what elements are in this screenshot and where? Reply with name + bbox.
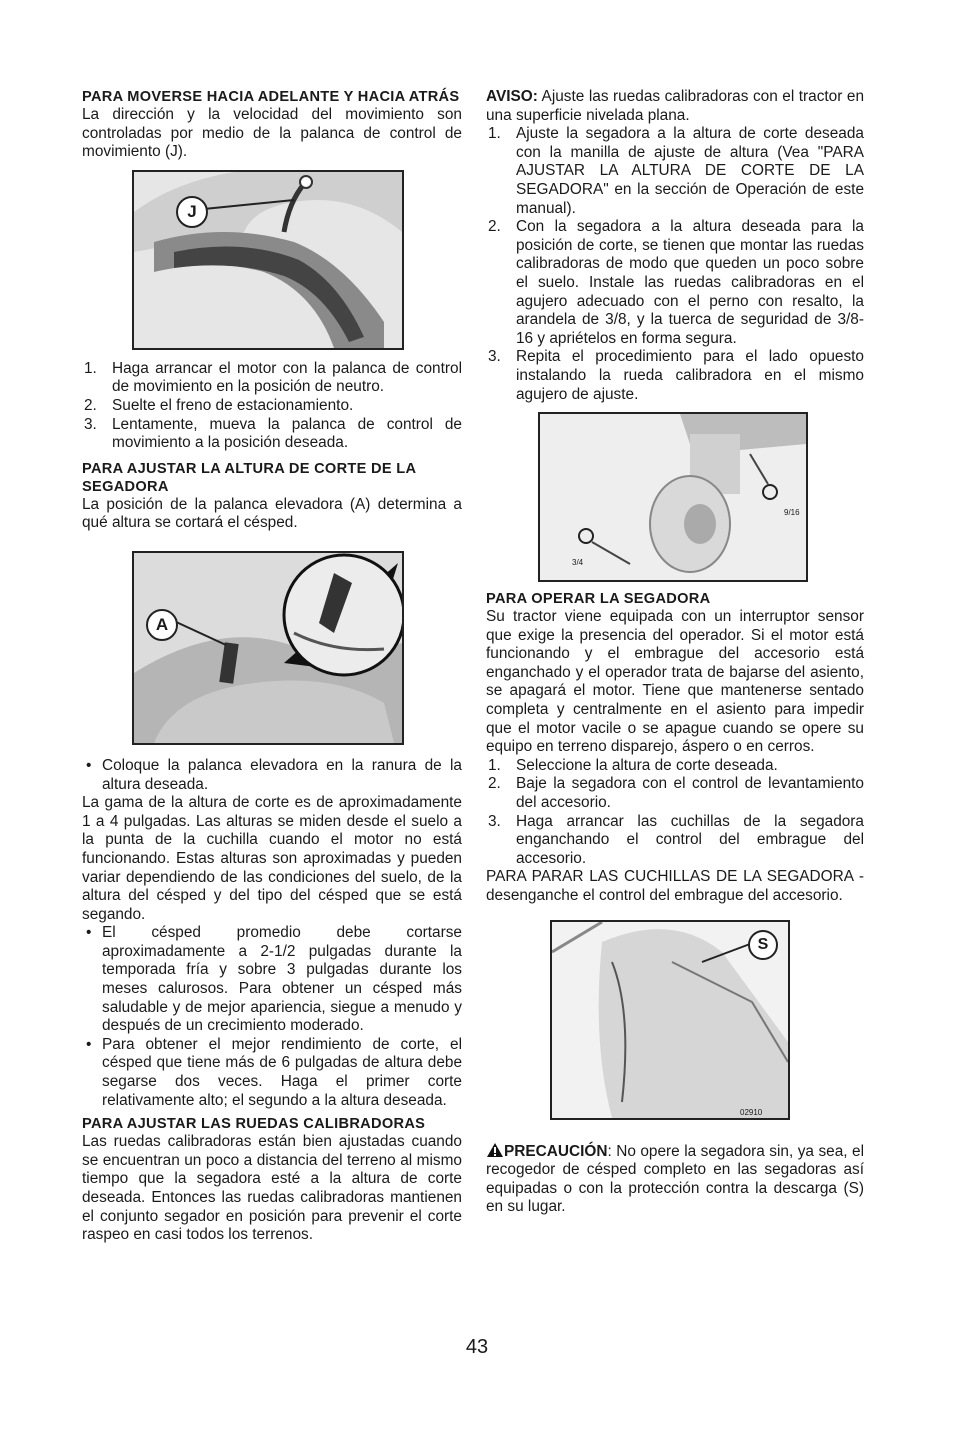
step-text: Repita el procedimiento para el lado opuesto instalando la rueda calibradora en el mismo agujero de ajuste. — [516, 348, 864, 403]
callout-j-circle — [176, 196, 208, 228]
list-item — [486, 348, 864, 404]
list-item — [486, 218, 864, 348]
section-title-operate: PARA OPERAR LA SEGADORA — [486, 591, 711, 608]
callout-s-circle — [748, 930, 778, 960]
step-number: 2. — [488, 775, 501, 793]
step-text: Suelte el freno de estacionamiento. — [112, 396, 354, 414]
list-item — [486, 757, 864, 776]
list-item — [82, 924, 462, 1036]
step-number: 3. — [84, 415, 97, 433]
caution-text: : No opere la segadora sin, ya sea, el recogedor de césped completo en las segadoras así equipadas o con la protección contra la descarga (S) en su lugar. — [486, 1142, 864, 1216]
notice-text: Ajuste las ruedas calibradoras con el tractor en una superficie nivelada plana. — [486, 88, 864, 124]
bullet-icon: • — [86, 924, 92, 942]
section-text-gauge-wheels: Las ruedas calibradoras están bien ajustadas cuando se encuentran un poco a distancia del terreno al mismo tiempo que la segadora esté a la altura de corte deseada. Entonces las ruedas calibradoras mantienen el conjunto segador en posición para prevenir el corte raspeo en casi todos los terrenos. — [82, 1133, 462, 1244]
callout-j-label: J — [187, 201, 197, 221]
stop-blades-text: PARA PARAR LAS CUCHILLAS DE LA SEGADORA - desenganche el control del embrague del accesorio. — [486, 868, 864, 904]
step-number: 2. — [84, 396, 97, 414]
figure-lift-lever — [132, 551, 404, 745]
bullet-text: Coloque la palanca elevadora en la ranura de la altura deseada. — [102, 756, 462, 793]
cut-height-range-text: La gama de la altura de corte es de aproximadamente 1 a 4 pulgadas. Las alturas se miden desde el suelo a la punta de la cuchilla cuando el motor no está funcionando. Estas alturas son aproximadas y pueden variar dependiendo de las condiciones del suelo, de la altura del césped y del tipo del césped que se está segando. — [82, 794, 462, 923]
callout-a-label: A — [155, 614, 169, 634]
bullet-text: El césped promedio debe cortarse aproximadamente a 2-1/2 pulgadas durante la temporada fría y sobre 3 pulgadas durante los meses calurosos. Para obtener un césped más saludable y de mejor apariencia, siegue a menudo y después de un crecimiento moderado. — [102, 924, 462, 1035]
step-text: Lentamente, mueva la palanca de control de movimiento a la posición deseada. — [112, 415, 462, 452]
list-item — [82, 360, 462, 397]
right-column — [486, 88, 864, 1217]
figure-discharge-guard — [550, 920, 790, 1120]
step-number: 1. — [488, 125, 501, 143]
step-text: Haga arrancar el motor con la palanca de control de movimiento en la posición de neutro. — [112, 359, 462, 396]
step-text: Con la segadora a la altura deseada para la posición de corte, se tienen que montar las ruedas calibradoras de modo que queden un poco sobre el suelo. Instale las ruedas calibradoras en el agujero adecuado con el perno con resalto, la arandela de 3/8, y la tuerca de seguridad de 3/8-16 y apriételos en forma segura. — [516, 218, 864, 347]
notice-label: AVISO: — [486, 88, 538, 105]
figure-code: 02910 — [740, 1107, 763, 1117]
step-number: 1. — [84, 359, 97, 377]
figure-motion-lever — [132, 170, 404, 350]
step-text: Ajuste la segadora a la altura de corte deseada con la manilla de ajuste de altura (Vea "PARA AJUSTAR LA ALTURA DE CORTE DE LA SEGADORA" en la sección de Operación de este manual). — [516, 125, 864, 217]
list-item — [486, 813, 864, 869]
cut-height-bullets-2 — [82, 924, 462, 1110]
list-item — [82, 416, 462, 453]
list-item — [82, 757, 462, 794]
callout-a-circle — [146, 609, 178, 641]
section-title-cut-height: PARA AJUSTAR LA ALTURA DE CORTE DE LA SEGADORA — [82, 460, 416, 495]
callout-s-label: S — [757, 935, 769, 953]
list-item — [82, 397, 462, 416]
lift-lever-illustration — [134, 553, 402, 743]
step-text: Seleccione la altura de corte deseada. — [516, 756, 778, 774]
warning-triangle-icon — [486, 1142, 504, 1158]
notice-paragraph — [486, 88, 864, 125]
step-text: Haga arrancar las cuchillas de la segadora enganchando el control del embrague del accesorio. — [516, 812, 864, 867]
section-text-cut-height: La posición de la palanca elevadora (A) determina a qué altura se cortará el césped. — [82, 495, 462, 532]
figure-code: 9/16 — [784, 508, 800, 518]
section-title-move: PARA MOVERSE HACIA ADELANTE Y HACIA ATRÁS — [82, 89, 460, 105]
figure-gauge-wheel — [538, 412, 808, 582]
motion-lever-illustration — [134, 172, 402, 348]
gauge-steps-list — [486, 125, 864, 404]
section-text-move: La dirección y la velocidad del movimiento son controladas por medio de la palanca de control de movimiento (J). — [82, 106, 462, 161]
section-text-operate: Su tractor viene equipada con un interruptor sensor que exige la presencia del operador. Si el motor está funcionando y el embrague del accesorio está enganchado y el operador trata de bajarse del asiento, se apagará el motor. Tiene que mantenerse sentado completa y centralmente en el asiento para impedir que el motor vacile o se apague cuando se opere su equipo en terreno disparejo, áspero o en cerros. — [486, 608, 864, 756]
step-number: 2. — [488, 218, 501, 236]
left-column — [82, 88, 462, 1245]
cut-height-bullets-1 — [82, 757, 462, 794]
step-number: 3. — [488, 812, 501, 830]
bullet-icon: • — [86, 756, 92, 774]
washer-label: 3/4 — [572, 558, 584, 568]
page-number: 43 — [465, 1336, 489, 1358]
list-item — [82, 1036, 462, 1110]
caution-paragraph — [486, 1142, 864, 1217]
list-item — [486, 775, 864, 812]
bullet-icon: • — [86, 1035, 92, 1053]
bullet-text: Para obtener el mejor rendimiento de corte, el césped que tiene más de 6 pulgadas de altura debe segarse dos veces. Haga el primer corte relativamente alto; el segundo a la altura deseada. — [102, 1035, 462, 1109]
section-title-gauge-wheels: PARA AJUSTAR LAS RUEDAS CALIBRADORAS — [82, 1116, 426, 1133]
operate-steps-list — [486, 757, 864, 869]
step-text: Baje la segadora con el control de levantamiento del accesorio. — [516, 775, 864, 812]
list-item — [486, 125, 864, 218]
move-steps-list — [82, 360, 462, 453]
caution-label: PRECAUCIÓN — [504, 1142, 608, 1160]
step-number: 1. — [488, 756, 501, 774]
step-number: 3. — [488, 348, 501, 366]
